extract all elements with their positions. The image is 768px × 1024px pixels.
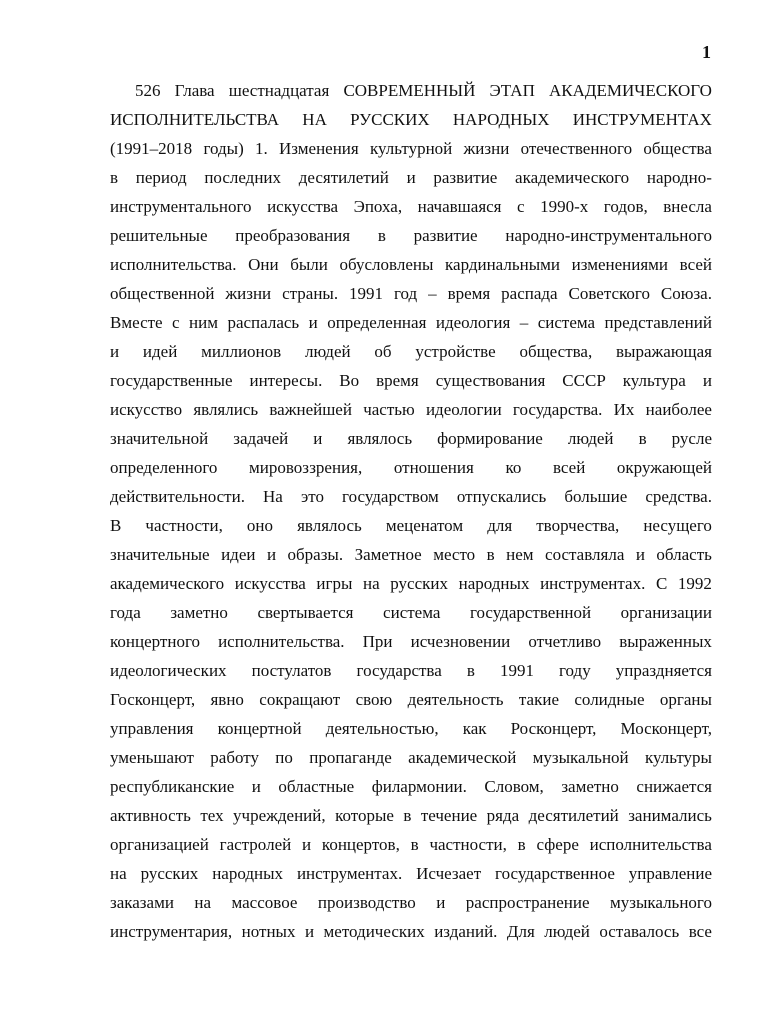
word: внесла [663, 197, 712, 216]
word: важнейшей [269, 400, 352, 419]
word: ЭТАП [489, 81, 535, 100]
word: по [275, 748, 293, 767]
word: интересы. [249, 371, 323, 390]
word: людей [304, 342, 351, 361]
word: распространение [465, 893, 590, 912]
word: управление [628, 864, 712, 883]
word: миллионов [201, 342, 282, 361]
word: году [559, 661, 591, 680]
word: отечественного [520, 139, 633, 158]
word: с [517, 197, 525, 216]
word: время [447, 284, 491, 303]
word: года [110, 603, 141, 622]
word: оно [246, 516, 274, 535]
word: в [486, 545, 495, 564]
word: академического [110, 574, 225, 593]
word: Советского [568, 284, 650, 303]
word: в [110, 168, 119, 187]
word: упраздняется [615, 661, 712, 680]
word: Москонцерт, [620, 719, 712, 738]
word: и [251, 777, 261, 796]
word: годов, [603, 197, 648, 216]
word: нотных [241, 922, 296, 941]
word: активность [110, 806, 191, 825]
text-line [110, 279, 712, 308]
word: являлось [297, 516, 362, 535]
text-line [110, 163, 712, 192]
word: Заметное [354, 545, 422, 564]
word: обусловлены [339, 255, 434, 274]
word: средства. [645, 487, 712, 506]
word: заметно [170, 603, 228, 622]
word: ко [505, 458, 522, 477]
word: организацией [110, 835, 209, 854]
word: существования [435, 371, 546, 390]
word: идеологии [425, 400, 502, 419]
text-line [110, 250, 712, 279]
text-line [110, 482, 712, 511]
word: С [655, 574, 668, 593]
word: кардинальными [445, 255, 560, 274]
word: и [635, 545, 645, 564]
word: исполнительства [589, 835, 712, 854]
word: искусства [267, 197, 339, 216]
word: частности, [429, 835, 507, 854]
word: с [172, 313, 180, 332]
word: 1. [255, 139, 268, 158]
word: в [638, 429, 647, 448]
word: народных [458, 574, 530, 593]
word: музыкальной [532, 748, 629, 767]
word: государственной [469, 603, 592, 622]
word: культуры [644, 748, 712, 767]
word: развитие [433, 168, 498, 187]
word: Вместе [110, 313, 163, 332]
word: народно- [646, 168, 712, 187]
word: частности, [145, 516, 223, 535]
word: год [393, 284, 418, 303]
word: период [135, 168, 187, 187]
text-line [110, 395, 712, 424]
word: На [263, 487, 283, 506]
word: занимались [628, 806, 712, 825]
word: развитие [413, 226, 478, 245]
word: последних [204, 168, 282, 187]
word: народных [212, 864, 284, 883]
word: и [702, 371, 712, 390]
word: Глава [174, 81, 215, 100]
word: искусства [234, 574, 306, 593]
word: исполнительства. [110, 255, 237, 274]
word: время [376, 371, 419, 390]
word: которые [335, 806, 394, 825]
word: и [304, 922, 315, 941]
word: деятельностью, [325, 719, 439, 738]
word: гастролей [219, 835, 292, 854]
word: об [374, 342, 392, 361]
word: десятилетий [528, 806, 619, 825]
word: отчетливо [528, 632, 602, 651]
word: СССР [562, 371, 606, 390]
word: управления [110, 719, 194, 738]
word: (1991–2018 [110, 139, 193, 158]
word: филармонии. [371, 777, 467, 796]
text-line [110, 337, 712, 366]
text-line [110, 598, 712, 627]
word: были [290, 255, 328, 274]
text-line [110, 308, 712, 337]
word: и [308, 313, 318, 332]
text-line [110, 569, 712, 598]
word: Союза. [660, 284, 712, 303]
word: 1991 [499, 661, 534, 680]
word: годы) [203, 139, 244, 158]
word: инструментального [110, 197, 252, 216]
word: и [313, 429, 323, 448]
word: свою [355, 690, 393, 709]
word: образы. [287, 545, 344, 564]
word: ним [189, 313, 218, 332]
word: и [302, 835, 312, 854]
text-line [110, 801, 712, 830]
word: академического [515, 168, 630, 187]
word: культурной [370, 139, 453, 158]
text-line [110, 540, 712, 569]
word: большие [564, 487, 628, 506]
word: методических [323, 922, 425, 941]
word: Госконцерт, [110, 690, 196, 709]
text-line [110, 105, 712, 134]
word: определенная [327, 313, 427, 332]
word: общественной [110, 284, 215, 303]
word: людей [544, 922, 590, 941]
word: игры [316, 574, 353, 593]
word: свертывается [257, 603, 354, 622]
word: распада [501, 284, 558, 303]
word: сокращают [259, 690, 341, 709]
word: общества, [519, 342, 593, 361]
word: заказами [110, 893, 174, 912]
word: система [537, 313, 596, 332]
word: несущего [643, 516, 712, 535]
word: место [433, 545, 476, 564]
word: СОВРЕМЕННЫЙ [343, 81, 476, 100]
word: 1990-х [540, 197, 589, 216]
word: пропаганде [309, 748, 392, 767]
word: концертного [110, 632, 200, 651]
word: явно [210, 690, 244, 709]
word: страны. [282, 284, 339, 303]
word: жизни [463, 139, 510, 158]
word: инструментах. [296, 864, 403, 883]
word: культура [622, 371, 686, 390]
text-line [110, 192, 712, 221]
word: Изменения [279, 139, 359, 158]
word: и [406, 168, 416, 187]
word: РУССКИХ [350, 110, 430, 129]
word: Исчезает [416, 864, 482, 883]
word: 526 [135, 81, 161, 100]
word: значительной [110, 429, 209, 448]
word: устройстве [415, 342, 496, 361]
word: НА [302, 110, 327, 129]
word: государства. [512, 400, 603, 419]
word: идеологических [110, 661, 227, 680]
word: русле [671, 429, 712, 448]
word: организации [620, 603, 712, 622]
word: наиболее [645, 400, 712, 419]
word: преобразования [235, 226, 351, 245]
word: Во [339, 371, 360, 390]
word: на [110, 864, 127, 883]
word: деятельность [407, 690, 504, 709]
word: и [110, 342, 120, 361]
word: для [487, 516, 513, 535]
word: всей [552, 458, 586, 477]
word: система [383, 603, 441, 622]
word: инструментария, [110, 922, 233, 941]
word: всей [679, 255, 712, 274]
text-line [110, 830, 712, 859]
word: русских [140, 864, 199, 883]
word: музыкального [609, 893, 712, 912]
word: на [194, 893, 212, 912]
word: 1992 [677, 574, 712, 593]
text-line [110, 221, 712, 250]
word: в [410, 835, 419, 854]
word: работу [210, 748, 259, 767]
word: людей [567, 429, 614, 448]
word: При [362, 632, 393, 651]
word: инструментах. [540, 574, 646, 593]
word: Словом, [484, 777, 544, 796]
word: концертов, [321, 835, 400, 854]
text-line [110, 511, 712, 540]
word: постулатов [251, 661, 332, 680]
text-line [110, 714, 712, 743]
word: идеи [221, 545, 256, 564]
word: частью [363, 400, 415, 419]
word: республиканские [110, 777, 235, 796]
word: производство [317, 893, 416, 912]
text-line [110, 134, 712, 163]
word: государства [356, 661, 442, 680]
word: такие [518, 690, 560, 709]
word: народно-инструментального [505, 226, 712, 245]
word: меценатом [385, 516, 464, 535]
text-line [110, 366, 712, 395]
word: концертной [217, 719, 302, 738]
word: в [466, 661, 475, 680]
word: жизни [225, 284, 272, 303]
word: государственные [110, 371, 233, 390]
word: государственное [495, 864, 615, 883]
word: уменьшают [110, 748, 194, 767]
word: изданий. [434, 922, 498, 941]
word: и [266, 545, 277, 564]
word: отношения [393, 458, 474, 477]
word: составляла [545, 545, 625, 564]
word: Росконцерт, [510, 719, 597, 738]
word: отпускались [456, 487, 547, 506]
word: шестнадцатая [228, 81, 330, 100]
text-line [110, 424, 712, 453]
word: в [377, 226, 386, 245]
text-line [110, 453, 712, 482]
body-text [110, 76, 712, 946]
text-line [110, 743, 712, 772]
word: мировоззрения, [249, 458, 363, 477]
word: распалась [227, 313, 300, 332]
word: Они [248, 255, 279, 274]
word: область [656, 545, 712, 564]
text-line [110, 76, 712, 105]
word: все [688, 922, 712, 941]
word: идеология [435, 313, 511, 332]
word: действительности. [110, 487, 245, 506]
word: представлений [604, 313, 712, 332]
text-line [110, 888, 712, 917]
word: органы [659, 690, 712, 709]
word: и [436, 893, 446, 912]
word: – [428, 284, 437, 303]
word: общества [643, 139, 712, 158]
text-line [110, 627, 712, 656]
word: определенного [110, 458, 218, 477]
word: идей [142, 342, 178, 361]
word: это [300, 487, 324, 506]
word: течение [420, 806, 478, 825]
word: начавшаяся [417, 197, 502, 216]
word: являлось [347, 429, 413, 448]
word: Для [506, 922, 535, 941]
word: изменениями [571, 255, 669, 274]
word: на [363, 574, 380, 593]
word: сфере [536, 835, 579, 854]
word: значительные [110, 545, 210, 564]
word: исчезновении [410, 632, 511, 651]
word: областные [278, 777, 355, 796]
word: русских [390, 574, 449, 593]
word: государством [342, 487, 439, 506]
word: являлись [193, 400, 259, 419]
word: в [403, 806, 412, 825]
text-line [110, 685, 712, 714]
word: снижается [636, 777, 712, 796]
word: в [517, 835, 526, 854]
word: В [110, 516, 122, 535]
text-line [110, 772, 712, 801]
word: Их [613, 400, 635, 419]
text-line [110, 859, 712, 888]
word: задачей [233, 429, 289, 448]
word: АКАДЕМИЧЕСКОГО [549, 81, 712, 100]
word: ряда [486, 806, 520, 825]
word: массовое [231, 893, 298, 912]
page-number: 1 [702, 42, 711, 62]
word: тех [200, 806, 224, 825]
word: – [519, 313, 529, 332]
word: солидные [574, 690, 645, 709]
word: творчества, [536, 516, 620, 535]
word: ИСПОЛНИТЕЛЬСТВА [110, 110, 280, 129]
word: академической [408, 748, 517, 767]
text-line [110, 656, 712, 685]
word: 1991 [349, 284, 384, 303]
word: как [462, 719, 487, 738]
word: решительные [110, 226, 208, 245]
word: заметно [561, 777, 619, 796]
word: Эпоха, [353, 197, 403, 216]
word: ИНСТРУМЕНТАХ [572, 110, 712, 129]
word: НАРОДНЫХ [452, 110, 550, 129]
word: оставалось [599, 922, 680, 941]
word: формирование [437, 429, 543, 448]
word: окружающей [616, 458, 712, 477]
word: десятилетий [298, 168, 389, 187]
word: выражающая [616, 342, 712, 361]
word: учреждений, [233, 806, 326, 825]
word: искусство [110, 400, 183, 419]
word: выраженных [619, 632, 712, 651]
text-line [110, 917, 712, 946]
word: исполнительства. [218, 632, 345, 651]
word: нем [506, 545, 534, 564]
